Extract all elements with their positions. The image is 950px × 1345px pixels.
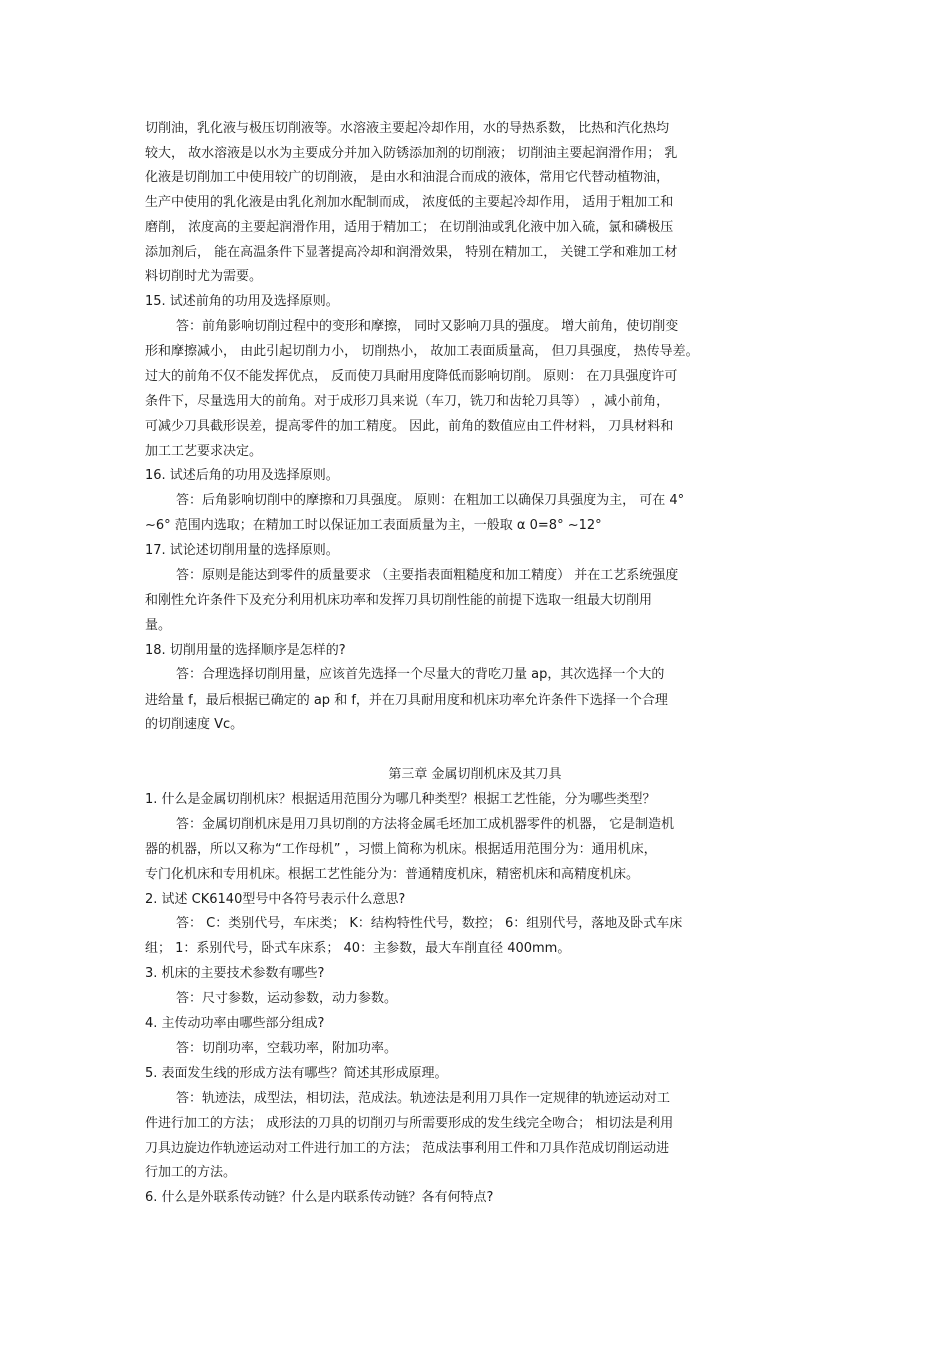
text-line: 添加剂后， 能在高温条件下显著提高冷却和润滑效果， 特别在精加工， 关键工学和难加工材 xyxy=(145,245,678,260)
question-heading: 4. 主传动功率由哪些部分组成? xyxy=(145,1016,325,1031)
question-heading: 2. 试述 CK6140型号中各符号表示什么意思? xyxy=(145,892,406,907)
text-line: 可减少刀具截形误差，提高零件的加工精度。 因此，前角的数值应由工件材料， 刀具材料和 xyxy=(145,419,674,434)
text-line: 行加工的方法。 xyxy=(145,1165,237,1180)
question-heading: 16. 试述后角的功用及选择原则。 xyxy=(145,468,339,483)
text-line: 加工工艺要求决定。 xyxy=(145,444,263,459)
text-line: 和刚性允许条件下及充分利用机床功率和发挥刀具切削性能的前提下选取一组最大切削用 xyxy=(145,593,653,608)
answer-line: 答：后角影响切削中的摩擦和刀具强度。 原则：在粗加工以确保刀具强度为主， 可在 4° xyxy=(176,493,685,508)
answer-line: 答： C：类别代号，车床类； K：结构特性代号，数控； 6：组别代号，落地及卧式车床 xyxy=(176,916,683,931)
answer-line: 答：切削功率，空载功率，附加功率。 xyxy=(176,1041,398,1056)
text-line: 磨削， 浓度高的主要起润滑作用，适用于精加工； 在切削油或乳化液中加入硫，氯和磷极压 xyxy=(145,220,674,235)
text-line: 化液是切削加工中使用较广的切削液， 是由水和油混合而成的液体，常用它代替动植物油， xyxy=(145,170,670,185)
question-heading: 17. 试论述切削用量的选择原则。 xyxy=(145,543,339,558)
text-line: 过大的前角不仅不能发挥优点， 反而使刀具耐用度降低而影响切削。 原则： 在刀具强度许可 xyxy=(145,369,678,384)
text-line: 条件下，尽量选用大的前角。对于成形刀具来说（车刀，铣刀和齿轮刀具等） ，减小前角， xyxy=(145,394,670,409)
text-line: 器的机器，所以又称为“工作母机” ，习惯上简称为机床。根据适用范围分为：通用机床， xyxy=(145,842,657,857)
text-line: 生产中使用的乳化液是由乳化剂加水配制而成， 浓度低的主要起冷却作用， 适用于粗加工和 xyxy=(145,195,674,210)
question-heading: 3. 机床的主要技术参数有哪些? xyxy=(145,966,325,981)
question-heading: 18. 切削用量的选择顺序是怎样的? xyxy=(145,643,346,658)
text-line: 较大， 故水溶液是以水为主要成分并加入防锈添加剂的切削液； 切削油主要起润滑作用； 乳 xyxy=(145,146,678,161)
answer-line: 答：前角影响切削过程中的变形和摩擦， 同时又影响刀具的强度。 增大前角，使切削变 xyxy=(176,319,679,334)
answer-line: 答：合理选择切削用量，应该首先选择一个尽量大的背吃刀量 ap，其次选择一个大的 xyxy=(176,667,665,682)
answer-line: 答：原则是能达到零件的质量要求 （主要指表面粗糙度和加工精度） 并在工艺系统强度 xyxy=(176,568,679,583)
text-line: 件进行加工的方法； 成形法的刀具的切削刃与所需要形成的发生线完全吻合； 相切法是利用 xyxy=(145,1116,674,1131)
text-line: 进给量 f，最后根据已确定的 ap 和 f，并在刀具耐用度和机床功率允许条件下选择一个合理 xyxy=(145,693,668,708)
text-line: 专门化机床和专用机床。根据工艺性能分为：普通精度机床，精密机床和高精度机床。 xyxy=(145,867,640,882)
text-line: 量。 xyxy=(145,618,172,633)
question-heading: 6. 什么是外联系传动链？什么是内联系传动链？各有何特点? xyxy=(145,1190,494,1205)
answer-line: 答：轨迹法，成型法，相切法，范成法。轨迹法是利用刀具作一定规律的轨迹运动对工 xyxy=(176,1091,671,1106)
text-line: 形和摩擦减小， 由此引起切削力小， 切削热小， 故加工表面质量高， 但刀具强度， 热传导差。 xyxy=(145,344,699,359)
text-line: 切削油，乳化液与极压切削液等。水溶液主要起冷却作用，水的导热系数， 比热和汽化热均 xyxy=(145,121,670,136)
answer-line: 答：尺寸参数，运动参数，动力参数。 xyxy=(176,991,398,1006)
text-line: 刀具边旋边作轨迹运动对工件进行加工的方法； 范成法事利用工件和刀具作范成切削运动进 xyxy=(145,1141,670,1156)
text-line: ~6° 范围内选取；在精加工时以保证加工表面质量为主，一般取 α 0=8° ~12° xyxy=(145,518,602,533)
chapter-title: 第三章 金属切削机床及其刀具 xyxy=(388,767,562,782)
question-heading: 15. 试述前角的功用及选择原则。 xyxy=(145,294,339,309)
text-line: 组； 1：系别代号，卧式车床系； 40：主参数，最大车削直径 400mm。 xyxy=(145,941,571,956)
question-heading: 5. 表面发生线的形成方法有哪些？简述其形成原理。 xyxy=(145,1066,448,1081)
text-line: 的切削速度 Vc。 xyxy=(145,717,244,732)
text-line: 料切削时尤为需要。 xyxy=(145,269,263,284)
answer-line: 答：金属切削机床是用刀具切削的方法将金属毛坯加工成机器零件的机器， 它是制造机 xyxy=(176,817,675,832)
question-heading: 1. 什么是金属切削机床？根据适用范围分为哪几种类型？根据工艺性能，分为哪些类型？ xyxy=(145,792,656,807)
